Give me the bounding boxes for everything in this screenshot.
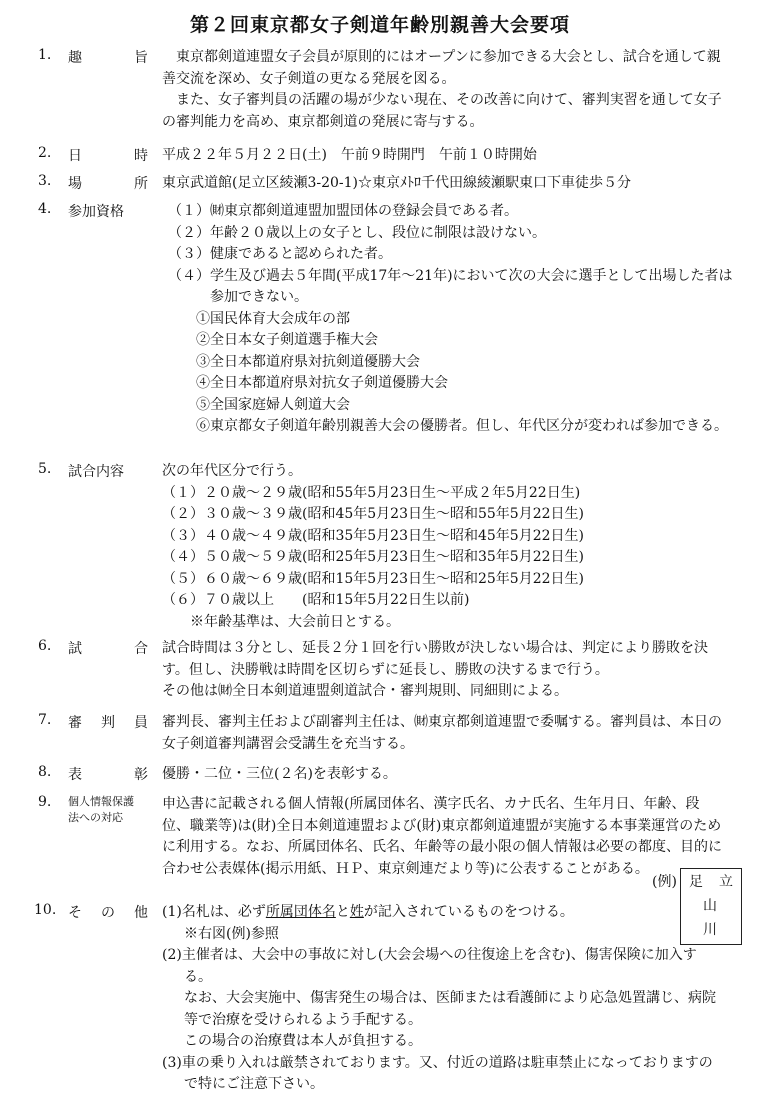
list-item: （１）㈶東京都剣道連盟加盟団体の登録会員である者。 bbox=[168, 203, 518, 219]
section-label: 表 彰 bbox=[68, 767, 148, 783]
list-item: (1)名札は、必ず所属団体名と姓が記入されているものをつける。 bbox=[162, 904, 574, 920]
list-item: （３）健康であると認められた者。 bbox=[168, 246, 392, 262]
section-body bbox=[162, 902, 717, 1096]
section-body bbox=[168, 201, 733, 438]
paragraph: また、女子審判員の活躍の場が少ない現在、その改善に向けて、審判実習を通して女子の審判能力を高め、東京都剣道の発展に寄与する。 bbox=[162, 92, 722, 130]
paragraph: 試合時間は３分とし、延長２分１回を行い勝敗が決しない場合は、判定により勝敗を決す。但し、決勝戦は時間を区切らずに延長し、勝敗の決するまで行う。 bbox=[162, 640, 708, 678]
list-item: ③全日本都道府県対抗剣道優勝大会 bbox=[196, 353, 420, 370]
section-body: 審判長、審判主任および副審判主任は、㈶東京都剣道連盟で委嘱する。審判員は、本日の女子剣道審判講習会受講生を充当する。 bbox=[162, 714, 722, 752]
section-body bbox=[162, 47, 732, 133]
section-number: 2. bbox=[38, 145, 52, 161]
section-label: 趣 旨 bbox=[68, 50, 148, 66]
paragraph: この場合の治療費は本人が負担する。 bbox=[184, 1033, 422, 1049]
list-item: （５）６０歳～６９歳 (昭和15年5月23日生～昭和25年5月22日生) bbox=[162, 570, 584, 587]
list-item: （４）５０歳～５９歳 (昭和25年5月23日生～昭和35年5月22日生) bbox=[162, 549, 584, 565]
paragraph: その他は㈶全日本剣道連盟剣道試合・審判規則、同細則による。 bbox=[162, 683, 568, 699]
section-number: 10. bbox=[34, 902, 57, 918]
paragraph: 次の年代区分で行う。 bbox=[162, 463, 302, 479]
list-item: （３）４０歳～４９歳 (昭和35年5月23日生～昭和45年5月22日生) bbox=[162, 527, 584, 544]
note: ※右図(例)参照 bbox=[184, 925, 279, 942]
section-number: 4. bbox=[38, 201, 52, 217]
section-number: 9. bbox=[38, 794, 52, 810]
section-number: 7. bbox=[38, 712, 52, 728]
paragraph: 東京都剣道連盟女子会員が原則的にはオープンに参加できる大会とし、試合を通して親善交流を深め、女子剣道の更なる発展を図る。 bbox=[162, 49, 721, 87]
section-label: 個人情報保護 法への対応 bbox=[68, 795, 134, 824]
list-item: （６）７０歳以上 (昭和15年5月22日生以前) bbox=[162, 592, 470, 608]
section-label: 参加資格 bbox=[68, 204, 124, 220]
note: ※年齢基準は、大会前日とする。 bbox=[190, 613, 400, 630]
list-item: ⑥東京都女子剣道年齢別親善大会の優勝者。但し、年代区分が変われば参加できる。 bbox=[196, 418, 728, 434]
name-tag-char: 足 bbox=[689, 874, 703, 890]
section-number: 5. bbox=[38, 461, 52, 477]
section-number: 1. bbox=[38, 47, 52, 63]
section-body: 申込書に記載される個人情報(所属団体名、漢字氏名、カナ氏名、生年月日、年齢、段位、職業等)は(財)全日本剣道連盟および(財)東京都剣道連盟が実施する本事業運営のために利用する。なお、所属団体名、氏名、年齢等の最小限の個人情報は必要の都度、目的に合わせ公表媒体(掲示用紙、ＨＰ、東京剣連だより等)に公表することがある。 bbox=[162, 796, 722, 877]
page-title: 第２回東京都女子剣道年齢別親善大会要項 bbox=[189, 14, 570, 36]
section-label: 日 時 bbox=[68, 148, 148, 164]
list-item: (2)主催者は、大会中の事故に対し(大会会場への往復途上を含む)、傷害保険に加入する。 bbox=[162, 947, 697, 985]
name-tag-char: 川 bbox=[703, 922, 717, 938]
list-item: (3)車の乗り入れは厳禁されております。又、付近の道路は駐車禁止になっておりますので特にご注意下さい。 bbox=[162, 1054, 713, 1092]
example-label: (例) bbox=[652, 874, 677, 890]
section-number: 6. bbox=[38, 638, 52, 654]
list-item: （４）学生及び過去５年間(平成17年～21年)において次の大会に選手として出場した者は参加できない。 bbox=[168, 267, 733, 305]
list-item: ⑤全国家庭婦人剣道大会 bbox=[196, 396, 350, 413]
list-item: （２）３０歳～３９歳 (昭和45年5月23日生～昭和55年5月22日生) bbox=[162, 506, 584, 522]
list-item: ④全日本都道府県対抗女子剣道優勝大会 bbox=[196, 375, 448, 391]
section-number: 8. bbox=[38, 764, 52, 780]
name-tag-char: 立 bbox=[719, 874, 733, 890]
list-item: （２）年齢２０歳以上の女子とし、段位に制限は設けない。 bbox=[168, 224, 546, 241]
section-body: 平成２２年５月２２日(土) 午前９時開門 午前１０時開始 bbox=[162, 147, 537, 163]
section-body: 東京武道館(足立区綾瀬3-20-1)☆東京ﾒﾄﾛ千代田線綾瀬駅東口下車徒歩５分 bbox=[162, 175, 632, 191]
section-body bbox=[162, 638, 732, 703]
section-label: そ の 他 bbox=[68, 905, 148, 921]
section-body: 優勝・二位・三位(２名)を表彰する。 bbox=[162, 766, 397, 782]
paragraph: なお、大会実施中、傷害発生の場合は、医師または看護師により応急処置講じ、病院等で治療を受けられるよう手配する。 bbox=[184, 990, 716, 1028]
name-tag-char: 山 bbox=[703, 898, 717, 914]
list-item: （１）２０歳～２９歳 (昭和55年5月23日生～平成２年5月22日生) bbox=[162, 484, 581, 501]
list-item: ②全日本女子剣道選手権大会 bbox=[196, 332, 378, 348]
section-label: 試合内容 bbox=[68, 464, 124, 480]
section-label: 場 所 bbox=[68, 176, 148, 192]
section-number: 3. bbox=[38, 173, 52, 189]
section-label: 試 合 bbox=[68, 641, 148, 657]
list-item: ①国民体育大会成年の部 bbox=[196, 310, 350, 327]
section-body bbox=[162, 461, 732, 633]
section-label: 審 判 員 bbox=[68, 715, 148, 731]
